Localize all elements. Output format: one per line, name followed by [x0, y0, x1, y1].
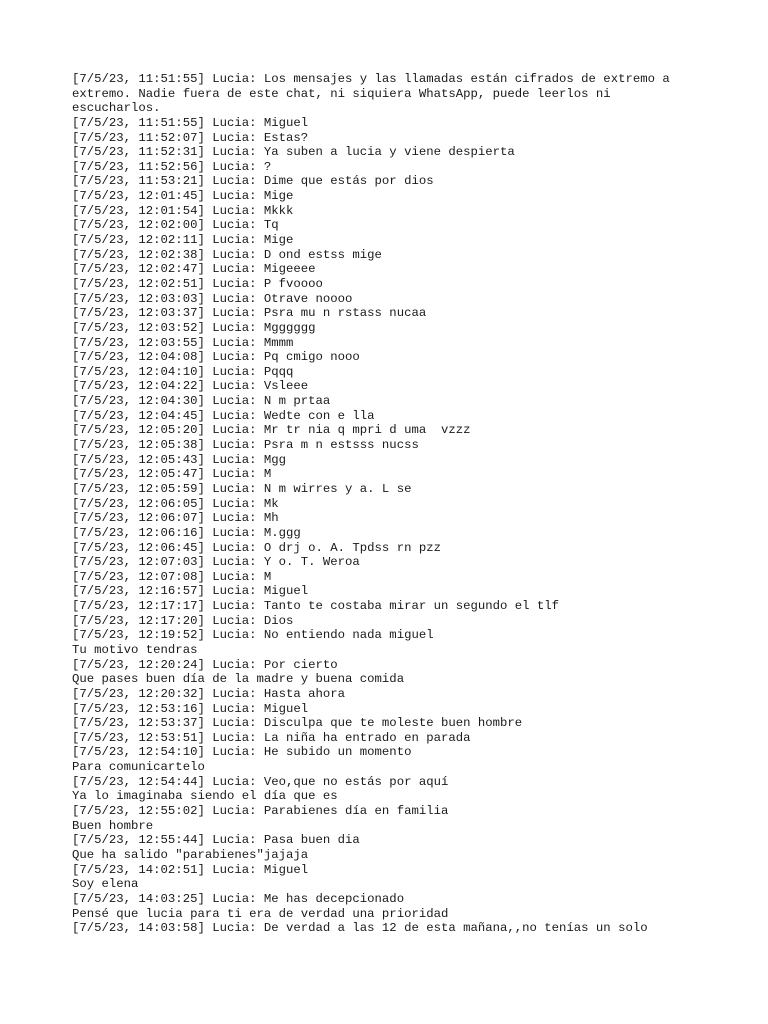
- transcript-line: [7/5/23, 12:17:20] Lucia: Dios: [72, 613, 294, 628]
- transcript-line: [7/5/23, 14:03:58] Lucia: De verdad a las 12 de esta mañana,,no tenías un solo: [72, 921, 648, 936]
- transcript-line: [7/5/23, 12:16:57] Lucia: Miguel: [72, 584, 309, 599]
- transcript-line: Tu motivo tendras: [72, 642, 198, 657]
- transcript-line: [7/5/23, 12:05:43] Lucia: Mgg: [72, 452, 287, 467]
- transcript-line: Para comunicartelo: [72, 760, 205, 775]
- transcript-line: extremo. Nadie fuera de este chat, ni siquiera WhatsApp, puede leerlos ni: [72, 86, 611, 101]
- transcript-line: [7/5/23, 12:03:03] Lucia: Otrave noooo: [72, 291, 353, 306]
- transcript-line: Pensé que lucia para ti era de verdad una prioridad: [72, 906, 449, 921]
- transcript-line: [7/5/23, 12:02:51] Lucia: P fvoooo: [72, 276, 323, 291]
- transcript-line: [7/5/23, 12:02:11] Lucia: Mige: [72, 233, 294, 248]
- transcript-line: Que ha salido "parabienes"jajaja: [72, 847, 309, 862]
- transcript-line: [7/5/23, 12:17:17] Lucia: Tanto te costaba mirar un segundo el tlf: [72, 599, 560, 614]
- transcript-line: [7/5/23, 12:06:05] Lucia: Mk: [72, 496, 279, 511]
- transcript-line: [7/5/23, 12:20:32] Lucia: Hasta ahora: [72, 686, 346, 701]
- transcript-line: [7/5/23, 12:05:47] Lucia: M: [72, 467, 272, 482]
- transcript-line: Soy elena: [72, 877, 139, 892]
- transcript-line: [7/5/23, 11:52:07] Lucia: Estas?: [72, 130, 309, 145]
- transcript-line: [7/5/23, 12:01:45] Lucia: Mige: [72, 189, 294, 204]
- transcript-line: [7/5/23, 11:52:56] Lucia: ?: [72, 159, 272, 174]
- transcript-line: [7/5/23, 12:05:20] Lucia: Mr tr nia q mpri d uma vzzz: [72, 423, 471, 438]
- transcript-line: [7/5/23, 12:03:55] Lucia: Mmmm: [72, 335, 294, 350]
- transcript-line: [7/5/23, 11:52:31] Lucia: Ya suben a lucia y viene despierta: [72, 145, 515, 160]
- transcript-line: [7/5/23, 12:03:52] Lucia: Mgggggg: [72, 320, 316, 335]
- transcript-line: Ya lo imaginaba siendo el día que es: [72, 789, 338, 804]
- transcript-line: escucharlos.: [72, 101, 161, 116]
- transcript-line: [7/5/23, 12:53:16] Lucia: Miguel: [72, 701, 309, 716]
- transcript-line: [7/5/23, 12:19:52] Lucia: No entiendo nada miguel: [72, 628, 434, 643]
- transcript-line: [7/5/23, 12:53:37] Lucia: Disculpa que te moleste buen hombre: [72, 716, 523, 731]
- chat-transcript: [72, 72, 712, 936]
- transcript-line: [7/5/23, 12:01:54] Lucia: Mkkk: [72, 203, 294, 218]
- transcript-line: [7/5/23, 14:03:25] Lucia: Me has decepcionado: [72, 891, 405, 906]
- transcript-line: [7/5/23, 12:04:10] Lucia: Pqqq: [72, 364, 294, 379]
- transcript-line: [7/5/23, 12:05:59] Lucia: N m wirres y a. L se: [72, 481, 412, 496]
- transcript-line: [7/5/23, 12:04:30] Lucia: N m prtaa: [72, 394, 331, 409]
- transcript-line: [7/5/23, 12:06:16] Lucia: M.ggg: [72, 525, 301, 540]
- transcript-line: [7/5/23, 12:53:51] Lucia: La niña ha entrado en parada: [72, 730, 471, 745]
- transcript-line: [7/5/23, 12:07:08] Lucia: M: [72, 569, 272, 584]
- transcript-line: [7/5/23, 12:02:00] Lucia: Tq: [72, 218, 279, 233]
- transcript-line: [7/5/23, 12:02:47] Lucia: Migeeee: [72, 262, 316, 277]
- transcript-line: [7/5/23, 12:02:38] Lucia: D ond estss mige: [72, 247, 382, 262]
- transcript-line: [7/5/23, 12:04:08] Lucia: Pq cmigo nooo: [72, 350, 360, 365]
- transcript-line: [7/5/23, 12:55:44] Lucia: Pasa buen dia: [72, 833, 360, 848]
- transcript-line: [7/5/23, 12:04:45] Lucia: Wedte con e lla: [72, 408, 375, 423]
- transcript-line: [7/5/23, 12:06:45] Lucia: O drj o. A. Tpdss rn pzz: [72, 540, 441, 555]
- transcript-line: [7/5/23, 12:54:10] Lucia: He subido un momento: [72, 745, 412, 760]
- transcript-line: [7/5/23, 12:04:22] Lucia: Vsleee: [72, 379, 309, 394]
- transcript-line: [7/5/23, 14:02:51] Lucia: Miguel: [72, 862, 309, 877]
- transcript-line: [7/5/23, 11:53:21] Lucia: Dime que estás por dios: [72, 174, 434, 189]
- transcript-line: [7/5/23, 12:03:37] Lucia: Psra mu n rstass nucaa: [72, 306, 427, 321]
- transcript-line: [7/5/23, 12:05:38] Lucia: Psra m n estsss nucss: [72, 438, 419, 453]
- transcript-line: Que pases buen día de la madre y buena comida: [72, 672, 405, 687]
- transcript-line: [7/5/23, 12:54:44] Lucia: Veo,que no estás por aquí: [72, 774, 449, 789]
- transcript-line: [7/5/23, 12:06:07] Lucia: Mh: [72, 511, 279, 526]
- transcript-line: Buen hombre: [72, 818, 154, 833]
- transcript-line: [7/5/23, 11:51:55] Lucia: Miguel: [72, 115, 309, 130]
- transcript-line: [7/5/23, 12:07:03] Lucia: Y o. T. Weroa: [72, 555, 360, 570]
- transcript-line: [7/5/23, 11:51:55] Lucia: Los mensajes y las llamadas están cifrados de extremo a: [72, 72, 670, 86]
- transcript-line: [7/5/23, 12:55:02] Lucia: Parabienes día en familia: [72, 804, 449, 819]
- transcript-line: [7/5/23, 12:20:24] Lucia: Por cierto: [72, 657, 338, 672]
